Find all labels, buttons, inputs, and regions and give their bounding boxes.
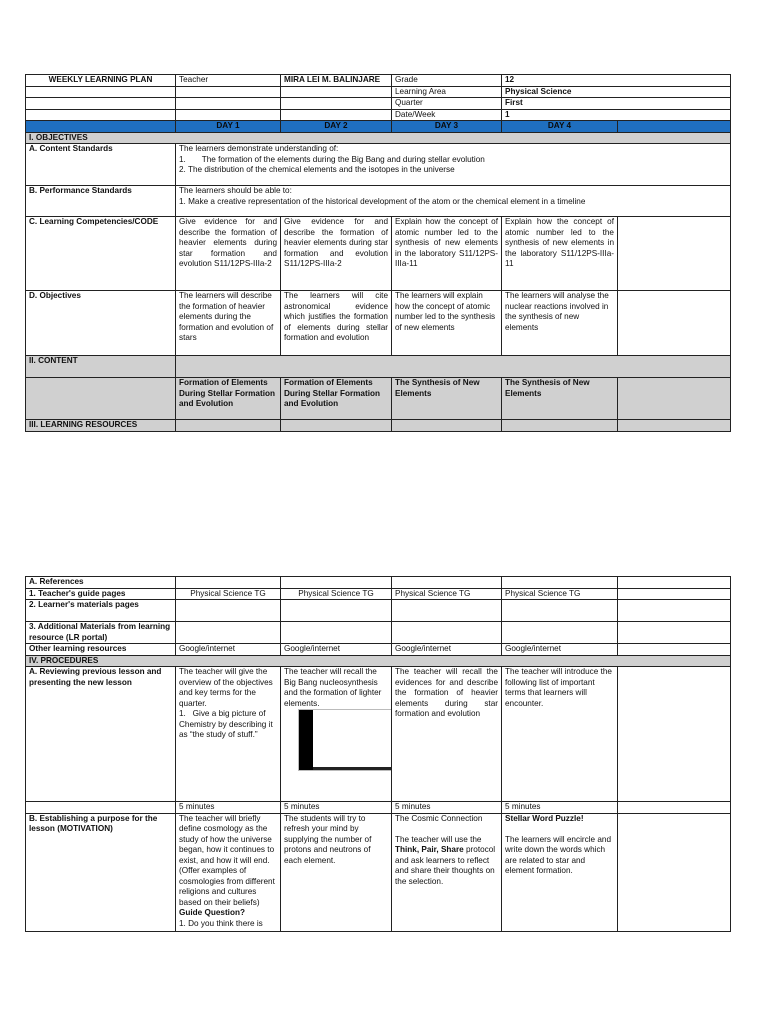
objectives-heading: I. OBJECTIVES: [26, 132, 731, 144]
lm-label: 2. Learner's materials pages: [26, 600, 176, 622]
teacher-name: MIRA LEI M. BALINJARE: [281, 75, 392, 87]
content-line: 1. The formation of the elements during the Big Bang and during stellar evolution: [179, 154, 485, 164]
empty-cell: [176, 600, 281, 622]
content-standards-label: A. Content Standards: [26, 144, 176, 186]
motivation-day3-post: protocol and ask learners to reflect and share their thoughts on the selection.: [395, 845, 496, 886]
content-heading: II. CONTENT: [26, 356, 176, 378]
review-day3: The teacher will recall the evidences for and describe the formation of heavier elements during star formation and evolution: [392, 667, 502, 802]
empty-cell: [281, 109, 392, 121]
empty-cell: [502, 622, 618, 644]
day-header-row: [26, 121, 731, 133]
other-day1: Google/internet: [176, 644, 281, 656]
tg-day3: Physical Science TG: [392, 588, 502, 600]
empty-cell: [392, 622, 502, 644]
empty-cell: [618, 291, 731, 356]
review-day1-line: 1. Give a big picture of Chemistry by describing it as “the study of stuff.”: [179, 709, 273, 739]
cosmic-connection-title: The Cosmic Connection: [395, 813, 483, 823]
quarter-value: First: [502, 98, 731, 110]
day-header: DAY 1: [176, 121, 281, 133]
resources-heading: III. LEARNING RESOURCES: [26, 420, 176, 432]
performance-line: 1. Make a creative representation of the historical development of the atom or the chemical element in a timeline: [179, 196, 586, 206]
motivation-day3: [392, 813, 502, 931]
weekly-plan-table-bottom: [25, 576, 731, 932]
empty-cell: [392, 420, 502, 432]
tg-day4: Physical Science TG: [502, 588, 618, 600]
content-standards-text: [176, 144, 731, 186]
minutes-day2: 5 minutes: [281, 802, 392, 814]
empty-cell: [618, 378, 731, 420]
day-header: DAY 4: [502, 121, 618, 133]
motivation-day1: [176, 813, 281, 931]
empty-cell: [618, 600, 731, 622]
topic-day2: Formation of Elements During Stellar Formation and Evolution: [281, 378, 392, 420]
minutes-day4: 5 minutes: [502, 802, 618, 814]
objective-day3: The learners will explain how the concept of atomic number led to the synthesis of new elements: [392, 291, 502, 356]
content-line: The learners demonstrate understanding of:: [179, 144, 339, 153]
competency-day1: Give evidence for and describe the formation of heavier elements during star formation and evolution S11/12PS-IIIa-2: [176, 217, 281, 291]
empty-cell: [26, 121, 176, 133]
topic-day1: Formation of Elements During Stellar Formation and Evolution: [176, 378, 281, 420]
other-day2: Google/internet: [281, 644, 392, 656]
references-label: A. References: [26, 577, 176, 589]
empty-cell: [176, 109, 281, 121]
day-header: DAY 2: [281, 121, 392, 133]
plan-title: WEEKLY LEARNING PLAN: [26, 75, 176, 87]
empty-cell: [502, 600, 618, 622]
area-value: Physical Science: [502, 86, 731, 98]
empty-cell: [502, 420, 618, 432]
performance-standards-text: [176, 186, 731, 217]
tg-day2: Physical Science TG: [281, 588, 392, 600]
area-label: Learning Area: [392, 86, 502, 98]
tg-day1: Physical Science TG: [176, 588, 281, 600]
empty-cell: [26, 378, 176, 420]
day-header: DAY 3: [392, 121, 502, 133]
minutes-day3: 5 minutes: [392, 802, 502, 814]
empty-cell: [281, 86, 392, 98]
nucleosynthesis-image: [284, 709, 388, 775]
empty-cell: [392, 577, 502, 589]
content-line: 2. The distribution of the chemical elements and the isotopes in the universe: [179, 165, 455, 174]
review-day1-line: The teacher will give the overview of the objectives and key terms for the quarter.: [179, 667, 273, 708]
competency-day3: Explain how the concept of atomic number led to the synthesis of new elements in the laboratory S11/12PS-IIIa-11: [392, 217, 502, 291]
motivation-day1-text: The teacher will briefly define cosmology as the study of how the universe began, how it continues to exist, and how it will end. (Offer examples of cosmologies from different religions and cultures based on their beliefs): [179, 813, 275, 907]
minutes-day1: 5 minutes: [176, 802, 281, 814]
empty-cell: [176, 420, 281, 432]
objective-day1: The learners will describe the formation of heavier elements during the formation and evolution of stars: [176, 291, 281, 356]
other-resources-label: Other learning resources: [26, 644, 176, 656]
empty-cell: [281, 622, 392, 644]
empty-cell: [176, 622, 281, 644]
puzzle-text: The learners will encircle and write down the words which are related to star and element formation.: [505, 834, 612, 875]
empty-cell: [618, 121, 731, 133]
guide-question-label: Guide Question?: [179, 908, 245, 917]
topic-day4: The Synthesis of New Elements: [502, 378, 618, 420]
review-day2: [281, 667, 392, 802]
empty-cell: [618, 813, 731, 931]
teacher-label: Teacher: [176, 75, 281, 87]
topic-day3: The Synthesis of New Elements: [392, 378, 502, 420]
empty-cell: [618, 588, 731, 600]
competency-day2: Give evidence for and describe the formation of heavier elements during star formation and evolution S11/12PS-IIIa-2: [281, 217, 392, 291]
empty-cell: [618, 644, 731, 656]
empty-cell: [26, 802, 176, 814]
performance-line: The learners should be able to:: [179, 186, 292, 195]
quarter-label: Quarter: [392, 98, 502, 110]
date-label: Date/Week: [392, 109, 502, 121]
empty-cell: [618, 420, 731, 432]
empty-cell: [618, 802, 731, 814]
performance-standards-label: B. Performance Standards: [26, 186, 176, 217]
date-value: 1: [502, 109, 731, 121]
empty-cell: [26, 86, 176, 98]
empty-cell: [26, 109, 176, 121]
review-day1: [176, 667, 281, 802]
other-day3: Google/internet: [392, 644, 502, 656]
competencies-label: C. Learning Competencies/CODE: [26, 217, 176, 291]
grade-value: 12: [502, 75, 731, 87]
empty-cell: [281, 98, 392, 110]
tg-label: 1. Teacher's guide pages: [26, 588, 176, 600]
image-base: [313, 767, 392, 770]
puzzle-title: Stellar Word Puzzle!: [505, 813, 584, 823]
objective-day2: The learners will cite astronomical evidence which justifies the formation of elements during stellar formation and evolution: [281, 291, 392, 356]
motivation-label: B. Establishing a purpose for the lesson (MOTIVATION): [26, 813, 176, 931]
objective-day4: The learners will analyse the nuclear reactions involved in the synthesis of new elements: [502, 291, 618, 356]
empty-cell: [502, 577, 618, 589]
think-pair-share: Think, Pair, Share: [395, 845, 464, 854]
empty-cell: [618, 622, 731, 644]
empty-cell: [618, 577, 731, 589]
other-day4: Google/internet: [502, 644, 618, 656]
review-day4: The teacher will introduce the following list of important terms that learners will encounter.: [502, 667, 618, 802]
empty-cell: [618, 667, 731, 802]
empty-cell: [281, 420, 392, 432]
image-dark-bar: [299, 710, 313, 770]
review-day2-text: The teacher will recall the Big Bang nucleosynthesis and the formation of lighter elements.: [284, 667, 382, 708]
objectives-label: D. Objectives: [26, 291, 176, 356]
additional-materials-label: 3. Additional Materials from learning resource (LR portal): [26, 622, 176, 644]
weekly-plan-table-top: [25, 74, 731, 432]
empty-cell: [26, 98, 176, 110]
review-lesson-label: A. Reviewing previous lesson and presenting the new lesson: [26, 667, 176, 802]
empty-cell: [176, 98, 281, 110]
guide-question: 1. Do you think there is: [179, 918, 263, 928]
motivation-day3-pre: The teacher will use the: [395, 834, 482, 844]
empty-cell: [281, 600, 392, 622]
motivation-day2: The students will try to refresh your mind by supplying the number of protons and neutrons of each element.: [281, 813, 392, 931]
procedures-heading: IV. PROCEDURES: [26, 655, 731, 667]
empty-cell: [392, 600, 502, 622]
motivation-day4: [502, 813, 618, 931]
empty-cell: [176, 577, 281, 589]
grade-label: Grade: [392, 75, 502, 87]
competency-day4: Explain how the concept of atomic number led to the synthesis of new elements in the laboratory S11/12PS-IIIa-11: [502, 217, 618, 291]
empty-cell: [176, 86, 281, 98]
empty-cell: [618, 217, 731, 291]
image-frame: [298, 709, 392, 771]
empty-cell: [281, 577, 392, 589]
empty-cell: [176, 356, 731, 378]
